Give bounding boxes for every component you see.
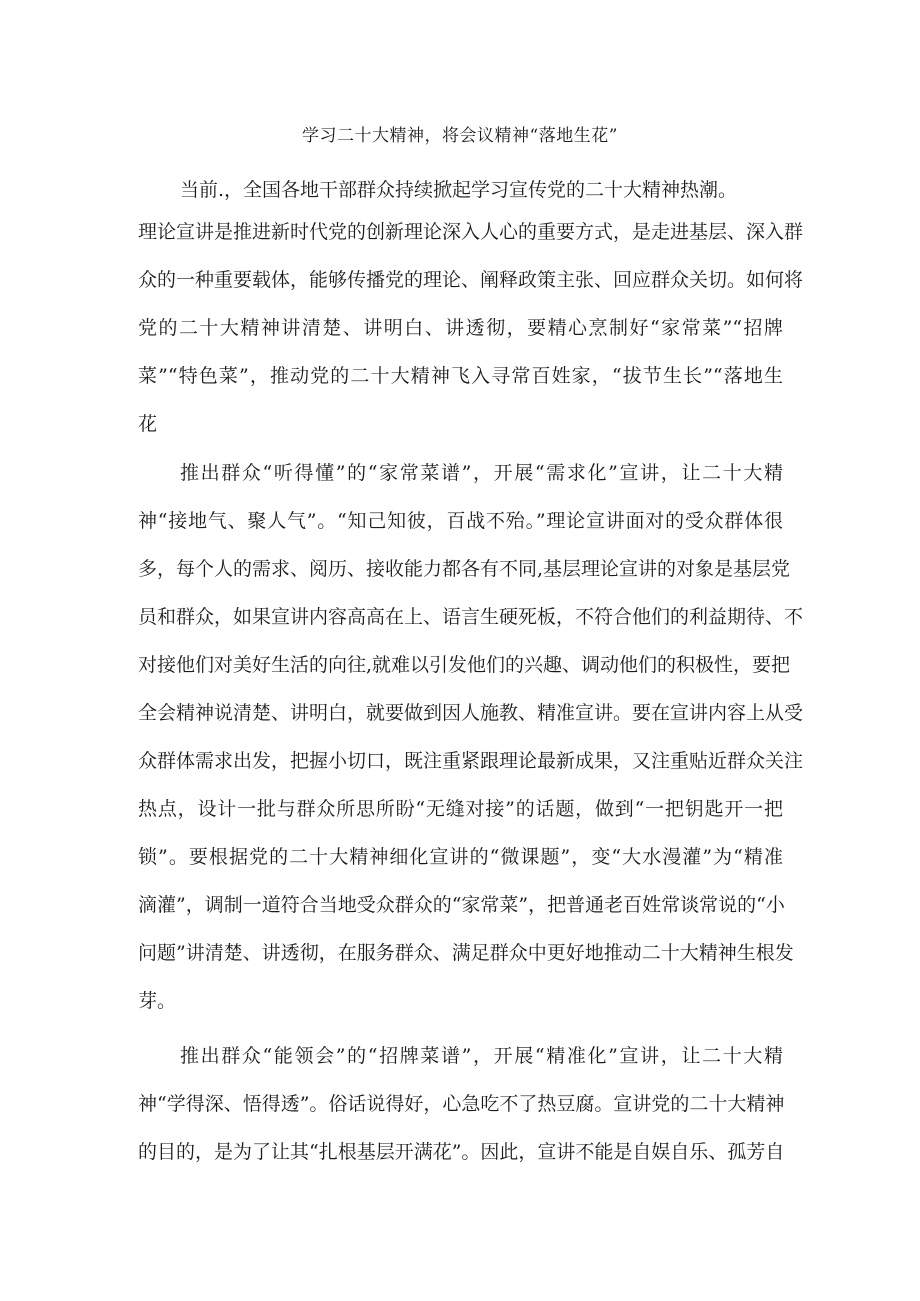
- paragraph-line: 多，每个人的需求、阅历、接收能力都各有不同,基层理论宣讲的对象是基层党: [138, 558, 791, 580]
- paragraph-line: 神“接地气、聚人气”。“知己知彼，百战不殆。”理论宣讲面对的受众群体很: [138, 510, 783, 532]
- paragraph-line: 热点，设计一批与群众所思所盼“无缝对接”的话题，做到“一把钥匙开一把: [138, 798, 783, 820]
- paragraph-line: 菜”“特色菜”，推动党的二十大精神飞入寻常百姓家，“拔节生长”“落地生: [138, 365, 783, 387]
- paragraph-line: 全会精神说清楚、讲明白，就要做到因人施教、精准宣讲。要在宣讲内容上从受: [138, 702, 804, 724]
- paragraph-line: 当前.，全国各地干部群众持续掀起学习宣传党的二十大精神热潮。: [180, 179, 738, 201]
- paragraph-line: 神“学得深、悟得透”。俗话说得好，心急吃不了热豆腐。宣讲党的二十大精神: [138, 1093, 785, 1115]
- paragraph-line: 花: [138, 413, 158, 435]
- paragraph-line: 推出群众“能领会”的“招牌菜谱”，开展“精准化”宣讲，让二十大精: [180, 1045, 783, 1067]
- document-title: 学习二十大精神，将会议精神“落地生花”: [302, 126, 618, 146]
- paragraph-line: 推出群众“听得懂”的“家常菜谱”，开展“需求化”宣讲，让二十大精: [180, 462, 783, 484]
- paragraph-line: 锁”。要根据党的二十大精神细化宣讲的“微课题”，变“大水漫灌”为“精准: [138, 846, 783, 868]
- paragraph-line: 众群体需求出发，把握小切口，既注重紧跟理论最新成果，又注重贴近群众关注: [138, 750, 804, 772]
- paragraph-line: 滴灌”，调制一道符合当地受众群众的“家常菜”，把普通老百姓常谈常说的“小: [138, 894, 785, 916]
- paragraph-line: 众的一种重要载体，能够传播党的理论、阐释政策主张、回应群众关切。如何将: [138, 269, 804, 291]
- paragraph-line: 对接他们对美好生活的向往,就难以引发他们的兴趣、调动他们的积极性，要把: [138, 654, 791, 676]
- paragraph-line: 理论宣讲是推进新时代党的创新理论深入人心的重要方式，是走进基层、深入群: [138, 221, 804, 243]
- paragraph-line: 员和群众，如果宣讲内容高高在上、语言生硬死板，不符合他们的利益期待、不: [138, 606, 804, 628]
- paragraph-line: 的目的，是为了让其“扎根基层开满花”。因此，宣讲不能是自娱自乐、孤芳自: [138, 1141, 785, 1163]
- paragraph-line: 问题”讲清楚、讲透彻，在服务群众、满足群众中更好地推动二十大精神生根发: [138, 942, 794, 964]
- paragraph-line: 芽。: [138, 990, 177, 1012]
- paragraph-line: 党的二十大精神讲清楚、讲明白、讲透彻，要精心烹制好“家常菜”“招牌: [138, 317, 783, 339]
